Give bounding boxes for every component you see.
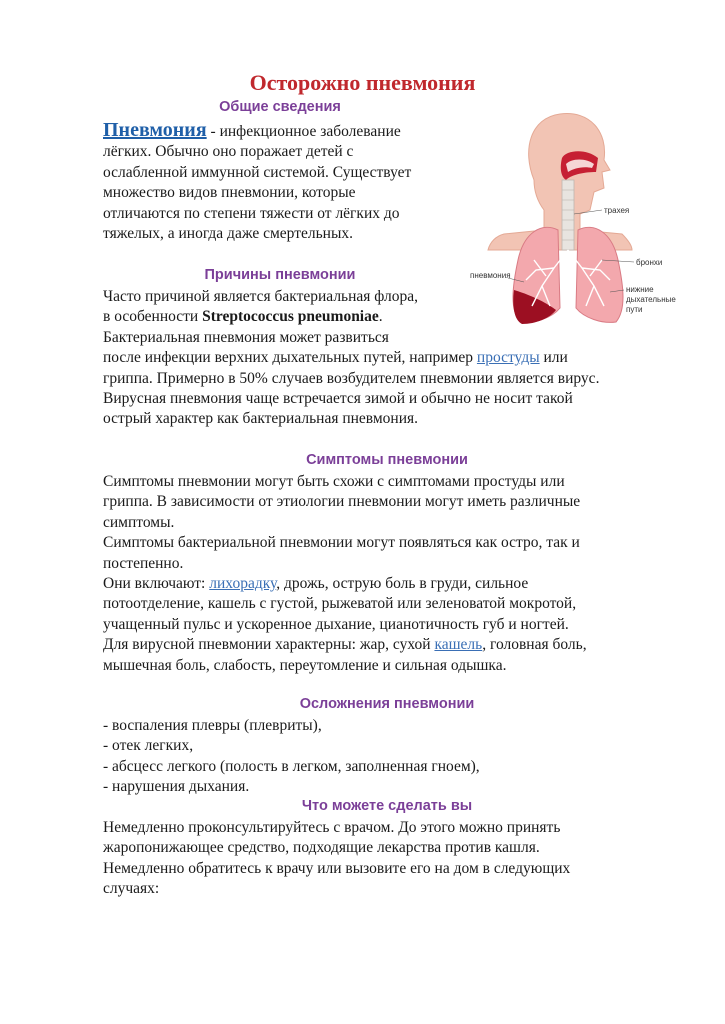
list-item: - нарушения дыхания. [103,778,250,796]
symptoms-paragraph: Симптомы пневмонии могут быть схожи с симптомами простуды или гриппа. В зависимости от этиологии пневмонии могут иметь различные симптомы. Симптомы бактериальной пневмонии могут появляться как остро, так и постепенно. Они включают: лихорадку, дрожь, острую боль в груди, сильное потоотделение, кашель с густой, рыжеватой или зеленоватой мокротой, учащенный пульс и ускоренное дыхание, цианотичность губ и ногтей. Для вирусной пневмонии характерны: жар, сухой кашель, головная боль, мышечная боль, слабость, переутомление и сильная одышка. [103,473,587,674]
label-pneumonia: пневмония [470,271,511,280]
list-item: - воспаления плевры (плевриты), [103,717,322,734]
list-item: - отек легких, [103,737,194,755]
trachea [562,180,574,250]
causes-paragraph: Часто причиной является бактериальная флора, в особенности Streptococcus pneumoniae. Бактериальная пневмония может развиться после инфекции верхних дыхательных путей, например простуды или гриппа. Примерно в 50% случаев возбудителем пневмонии является вирус. Вирусная пневмония чаще встречается зимой и обычно не носит такой острый характер как бактериальная пневмония. [103,288,600,428]
label-lower-airways-2: дыхательные [626,295,676,304]
page-title: Осторожно пневмония [249,70,476,95]
complications-list [103,716,663,798]
head-silhouette [488,114,632,250]
list-item: - абсцесс легкого (полость в легком, заполненная гноем), [103,757,480,775]
label-trachea: трахея [604,206,630,215]
label-bronchi: бронхи [636,258,663,267]
symptoms-heading: Симптомы пневмонии [306,452,468,468]
label-lower-airways-1: нижние [626,285,654,294]
cough-link[interactable]: кашель [434,636,483,654]
actions-paragraph: Немедленно проконсультируйтесь с врачом. До этого можно принять жаропонижающее средство, подходящие лекарства против кашля. Немедленно обратитесь к врачу или вызовите его на дом в следующих случаях: [103,819,571,898]
actions-heading: Что можете сделать вы [301,798,473,814]
streptococcus-name: Streptococcus pneumoniae [202,308,379,326]
general-heading: Общие сведения [219,99,341,115]
complications-heading: Осложнения пневмонии [299,696,475,712]
cold-link[interactable]: простуды [476,349,540,367]
label-lower-airways-3: пути [626,305,643,314]
causes-heading: Причины пневмонии [204,267,356,283]
fever-link[interactable]: лихорадку [209,575,277,593]
pneumonia-term: Пневмония [103,119,207,141]
general-paragraph: Пневмония - инфекционное заболевание лёгких. Обычно оно поражает детей с ослабленной иммунной системой. Существует множество видов пневмонии, которые отличаются по степени тяжести от лёгких до тяжелых, а иногда даже смертельных. [103,119,412,243]
